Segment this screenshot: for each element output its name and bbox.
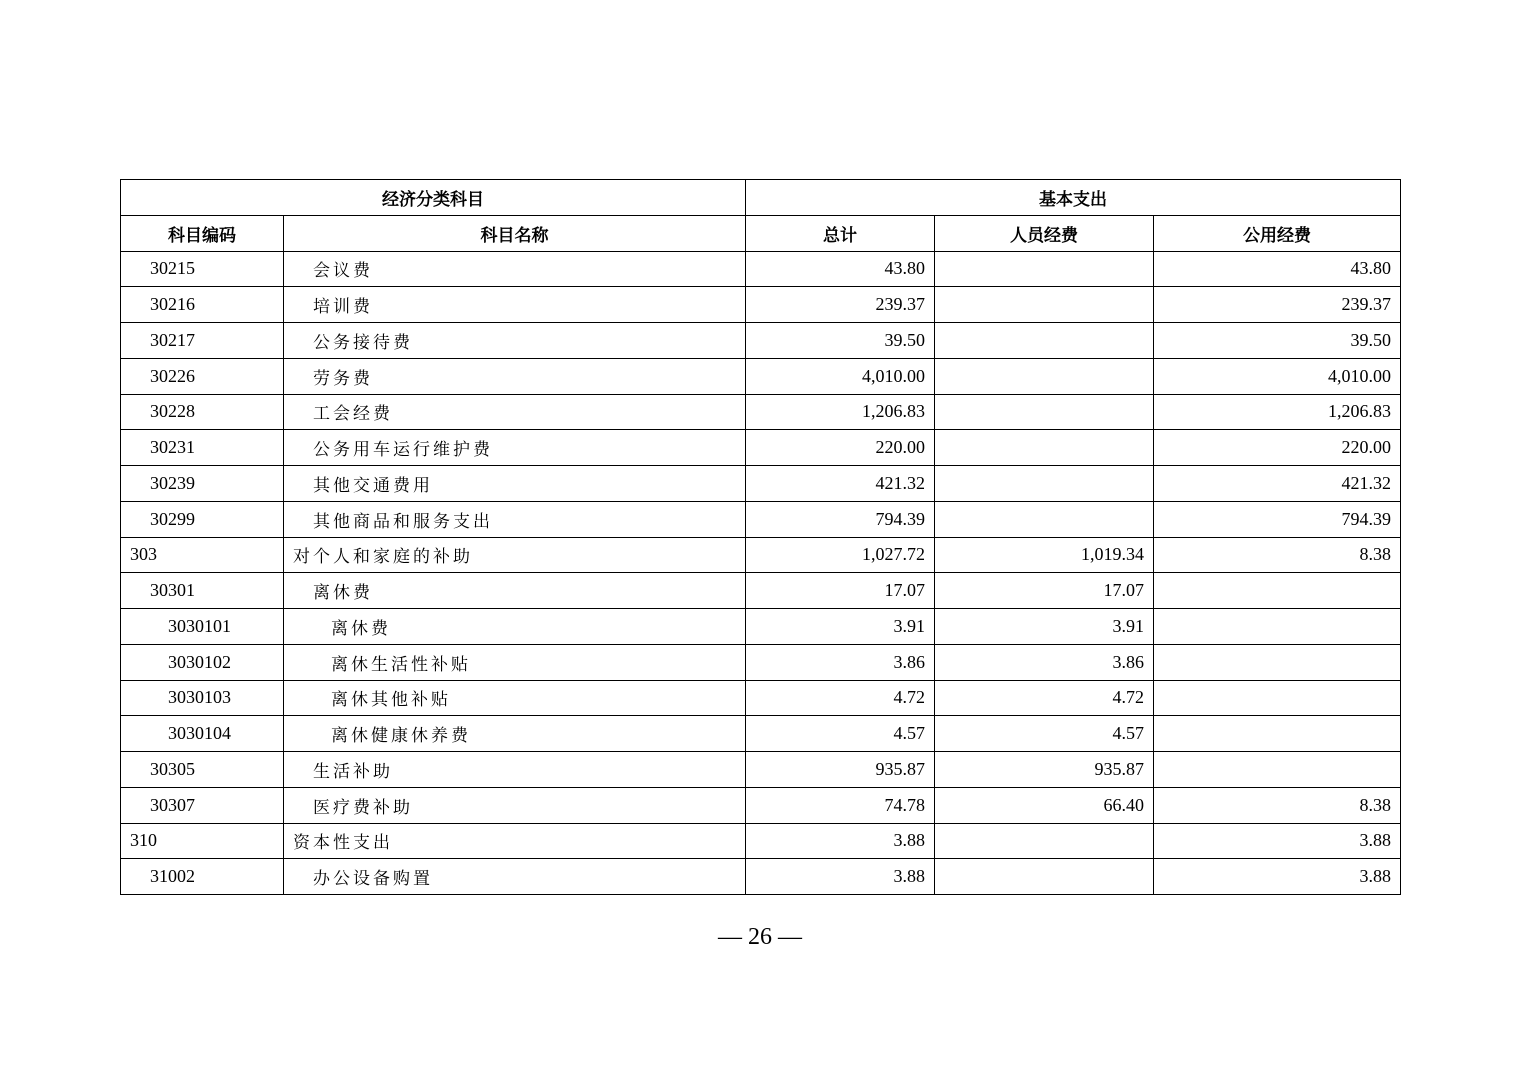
- table-row: [121, 358, 1401, 394]
- table-row: [121, 644, 1401, 680]
- row-code-cell: 30217: [121, 323, 284, 359]
- row-name-cell: 公务接待费: [284, 323, 746, 359]
- row-name-cell: 会议费: [284, 251, 746, 287]
- table-row: [121, 501, 1401, 537]
- row-name-cell: 离休健康休养费: [284, 716, 746, 752]
- row-code-cell: 30226: [121, 358, 284, 394]
- row-public-cell: 421.32: [1154, 466, 1401, 502]
- row-code-cell: 30307: [121, 787, 284, 823]
- row-personnel-cell: [935, 430, 1154, 466]
- expenditure-table: [120, 179, 1401, 895]
- row-personnel-cell: [935, 358, 1154, 394]
- row-personnel-cell: 935.87: [935, 752, 1154, 788]
- row-total-cell: 74.78: [746, 787, 935, 823]
- personnel-column-header: 人员经费: [935, 215, 1154, 251]
- table-row: [121, 394, 1401, 430]
- row-public-cell: 8.38: [1154, 537, 1401, 573]
- table-row: [121, 251, 1401, 287]
- row-personnel-cell: [935, 287, 1154, 323]
- row-public-cell: 220.00: [1154, 430, 1401, 466]
- row-total-cell: 1,027.72: [746, 537, 935, 573]
- row-public-cell: 239.37: [1154, 287, 1401, 323]
- row-name-cell: 公务用车运行维护费: [284, 430, 746, 466]
- row-personnel-cell: [935, 466, 1154, 502]
- row-personnel-cell: 66.40: [935, 787, 1154, 823]
- column-header-row: [121, 215, 1401, 251]
- row-code-cell: 30239: [121, 466, 284, 502]
- row-name-cell: 生活补助: [284, 752, 746, 788]
- table-row: [121, 787, 1401, 823]
- row-public-cell: [1154, 573, 1401, 609]
- row-total-cell: 4,010.00: [746, 358, 935, 394]
- row-code-cell: 30216: [121, 287, 284, 323]
- table-row: [121, 537, 1401, 573]
- row-name-cell: 医疗费补助: [284, 787, 746, 823]
- row-personnel-cell: 3.86: [935, 644, 1154, 680]
- row-public-cell: [1154, 752, 1401, 788]
- row-name-cell: 离休其他补贴: [284, 680, 746, 716]
- row-code-cell: 30228: [121, 394, 284, 430]
- row-personnel-cell: 17.07: [935, 573, 1154, 609]
- table-row: [121, 609, 1401, 645]
- row-public-cell: [1154, 716, 1401, 752]
- public-column-header: 公用经费: [1154, 215, 1401, 251]
- row-total-cell: 421.32: [746, 466, 935, 502]
- row-name-cell: 对个人和家庭的补助: [284, 537, 746, 573]
- table-row: [121, 823, 1401, 859]
- row-name-cell: 工会经费: [284, 394, 746, 430]
- total-column-header: 总计: [746, 215, 935, 251]
- row-name-cell: 资本性支出: [284, 823, 746, 859]
- row-public-cell: [1154, 680, 1401, 716]
- row-total-cell: 1,206.83: [746, 394, 935, 430]
- budget-table-container: [120, 179, 1400, 895]
- row-code-cell: 310: [121, 823, 284, 859]
- table-row: [121, 859, 1401, 895]
- row-total-cell: 4.57: [746, 716, 935, 752]
- row-total-cell: 794.39: [746, 501, 935, 537]
- code-column-header: 科目编码: [121, 215, 284, 251]
- table-row: [121, 323, 1401, 359]
- table-row: [121, 752, 1401, 788]
- row-public-cell: 3.88: [1154, 859, 1401, 895]
- table-row: [121, 466, 1401, 502]
- table-body: [121, 251, 1401, 895]
- row-personnel-cell: [935, 859, 1154, 895]
- row-public-cell: 8.38: [1154, 787, 1401, 823]
- row-code-cell: 30215: [121, 251, 284, 287]
- name-column-header: 科目名称: [284, 215, 746, 251]
- row-public-cell: 4,010.00: [1154, 358, 1401, 394]
- row-name-cell: 劳务费: [284, 358, 746, 394]
- row-code-cell: 3030102: [121, 644, 284, 680]
- row-name-cell: 其他交通费用: [284, 466, 746, 502]
- row-code-cell: 30299: [121, 501, 284, 537]
- row-total-cell: 43.80: [746, 251, 935, 287]
- row-total-cell: 4.72: [746, 680, 935, 716]
- row-public-cell: 1,206.83: [1154, 394, 1401, 430]
- group-header-row: [121, 180, 1401, 216]
- row-name-cell: 培训费: [284, 287, 746, 323]
- row-personnel-cell: 1,019.34: [935, 537, 1154, 573]
- row-total-cell: 17.07: [746, 573, 935, 609]
- row-personnel-cell: [935, 823, 1154, 859]
- economic-category-header: 经济分类科目: [121, 180, 746, 216]
- row-personnel-cell: [935, 501, 1154, 537]
- row-personnel-cell: 4.57: [935, 716, 1154, 752]
- row-personnel-cell: [935, 251, 1154, 287]
- basic-expenditure-header: 基本支出: [746, 180, 1401, 216]
- row-code-cell: 3030103: [121, 680, 284, 716]
- row-personnel-cell: [935, 394, 1154, 430]
- row-code-cell: 30301: [121, 573, 284, 609]
- row-code-cell: 30305: [121, 752, 284, 788]
- table-row: [121, 287, 1401, 323]
- row-public-cell: 794.39: [1154, 501, 1401, 537]
- row-name-cell: 离休生活性补贴: [284, 644, 746, 680]
- row-code-cell: 31002: [121, 859, 284, 895]
- row-total-cell: 220.00: [746, 430, 935, 466]
- row-total-cell: 3.88: [746, 823, 935, 859]
- row-name-cell: 离休费: [284, 573, 746, 609]
- row-total-cell: 39.50: [746, 323, 935, 359]
- row-personnel-cell: 4.72: [935, 680, 1154, 716]
- table-row: [121, 573, 1401, 609]
- row-personnel-cell: 3.91: [935, 609, 1154, 645]
- row-public-cell: 3.88: [1154, 823, 1401, 859]
- table-row: [121, 680, 1401, 716]
- row-total-cell: 3.86: [746, 644, 935, 680]
- row-name-cell: 办公设备购置: [284, 859, 746, 895]
- row-total-cell: 3.88: [746, 859, 935, 895]
- row-total-cell: 3.91: [746, 609, 935, 645]
- row-public-cell: 39.50: [1154, 323, 1401, 359]
- row-total-cell: 935.87: [746, 752, 935, 788]
- row-total-cell: 239.37: [746, 287, 935, 323]
- row-code-cell: 303: [121, 537, 284, 573]
- row-code-cell: 30231: [121, 430, 284, 466]
- table-row: [121, 430, 1401, 466]
- row-personnel-cell: [935, 323, 1154, 359]
- row-name-cell: 其他商品和服务支出: [284, 501, 746, 537]
- row-name-cell: 离休费: [284, 609, 746, 645]
- row-public-cell: 43.80: [1154, 251, 1401, 287]
- table-row: [121, 716, 1401, 752]
- page-number: — 26 —: [718, 924, 802, 950]
- row-code-cell: 3030104: [121, 716, 284, 752]
- row-public-cell: [1154, 609, 1401, 645]
- row-code-cell: 3030101: [121, 609, 284, 645]
- row-public-cell: [1154, 644, 1401, 680]
